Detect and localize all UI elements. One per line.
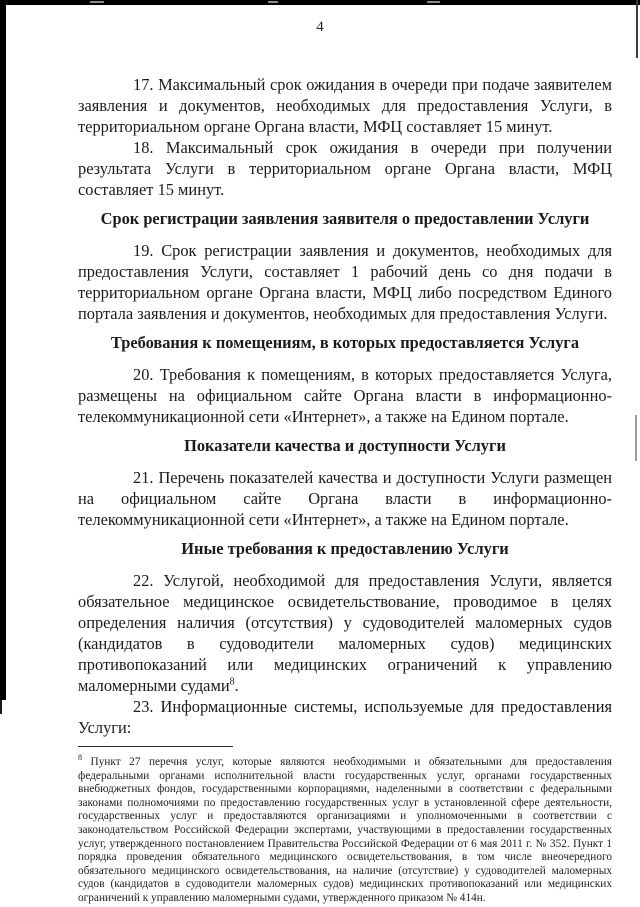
paragraph-17: 17. Максимальный срок ожидания в очереди при подаче заявителем заявления и документов, необходимых для предоставления Услуги, в территориальном органе Органа власти, МФЦ составляет 15 минут. (78, 75, 612, 136)
scan-notch (427, 1, 440, 3)
document-body (78, 74, 612, 906)
paragraph-19: 19. Срок регистрации заявления и документов, необходимых для предоставления Услуги, составляет 1 рабочий день со дня подачи в территориальном органе Органа власти, МФЦ либо посредством Единого портала заявления и документов, необходимых для предоставления Услуги. (78, 241, 612, 323)
section-heading-registration-term: Срок регистрации заявления заявителя о предоставлении Услуги (100, 209, 590, 228)
scan-edge-left (0, 0, 6, 700)
paragraph-22-text: 22. Услугой, необходимой для предоставления Услуги, является обязательное медицинское освидетельствование, проводимое в целях определения наличия (отсутствия) у судоводителей маломерных судов (кандидатов в судоводители маломерных судов) медицинских противопоказаний или медицинских ограничений к управлению маломерными судами (78, 571, 612, 695)
footnote-8 (78, 753, 612, 906)
footnote-reference-8: 8 (229, 676, 235, 688)
scan-notch (268, 1, 278, 3)
footnote-separator (78, 746, 233, 747)
section-heading-premises-requirements: Требования к помещениям, в которых предоставляется Услуга (110, 333, 580, 352)
section-heading-other-requirements: Иные требования к предоставлению Услуги (181, 539, 509, 558)
paragraph-22 (78, 570, 612, 696)
footnote-marker-8: 8 (78, 753, 82, 763)
footnote-text: Пункт 27 перечня услуг, которые являются необходимыми и обязательными для предоставления федеральными органами исполнительной власти государственных услуг, органами государственных внебюджетных фондов, государственными корпорациями, наделенными в соответствии с федеральными законами полномочиями по предоставлению государственных услуг в установленной сфере деятельности, государственных услуг и предоставляются организациями и уполномоченными в соответствии с законодательством Российской Федерации экспертами, участвующими в предоставлении государственных услуг, утвержденного постановлением Правительства Российской Федерации от 6 мая 2011 г. № 352. Пункт 1 порядка проведения обязательного медицинского освидетельствования, в том числе внеочередного обязательного медицинского освидетельствования, на наличие (отсутствие) у судоводителей маломерных судов (кандидатов в судоводители маломерных судов) медицинских противопоказаний или медицинских ограничений к управлению маломерными судами, утвержденного приказом № 414н. (78, 756, 612, 904)
paragraph-21: 21. Перечень показателей качества и доступности Услуги размещен на официальном сайте Органа власти в информационно-телекоммуникационной сети «Интернет», а также на Едином портале. (78, 468, 612, 529)
page-number: 4 (316, 19, 324, 35)
section-heading-quality-indicators: Показатели качества и доступности Услуги (184, 436, 506, 455)
scan-notch (90, 1, 104, 3)
paragraph-22-tail: . (234, 676, 239, 695)
paragraph-18: 18. Максимальный срок ожидания в очереди при получении результата Услуги в территориальном органе Органа власти, МФЦ составляет 15 минут. (78, 138, 612, 199)
scan-edge-top (0, 0, 640, 5)
scan-edge-left-tail (0, 700, 2, 714)
paragraph-23: 23. Информационные системы, используемые для предоставления Услуги: (78, 697, 612, 737)
paragraph-20: 20. Требования к помещениям, в которых предоставляется Услуга, размещены на официальном сайте Органа власти в информационно-телекоммуникационной сети «Интернет», а также на Едином портале. (78, 365, 612, 426)
scan-edge-right-mark (635, 415, 637, 461)
